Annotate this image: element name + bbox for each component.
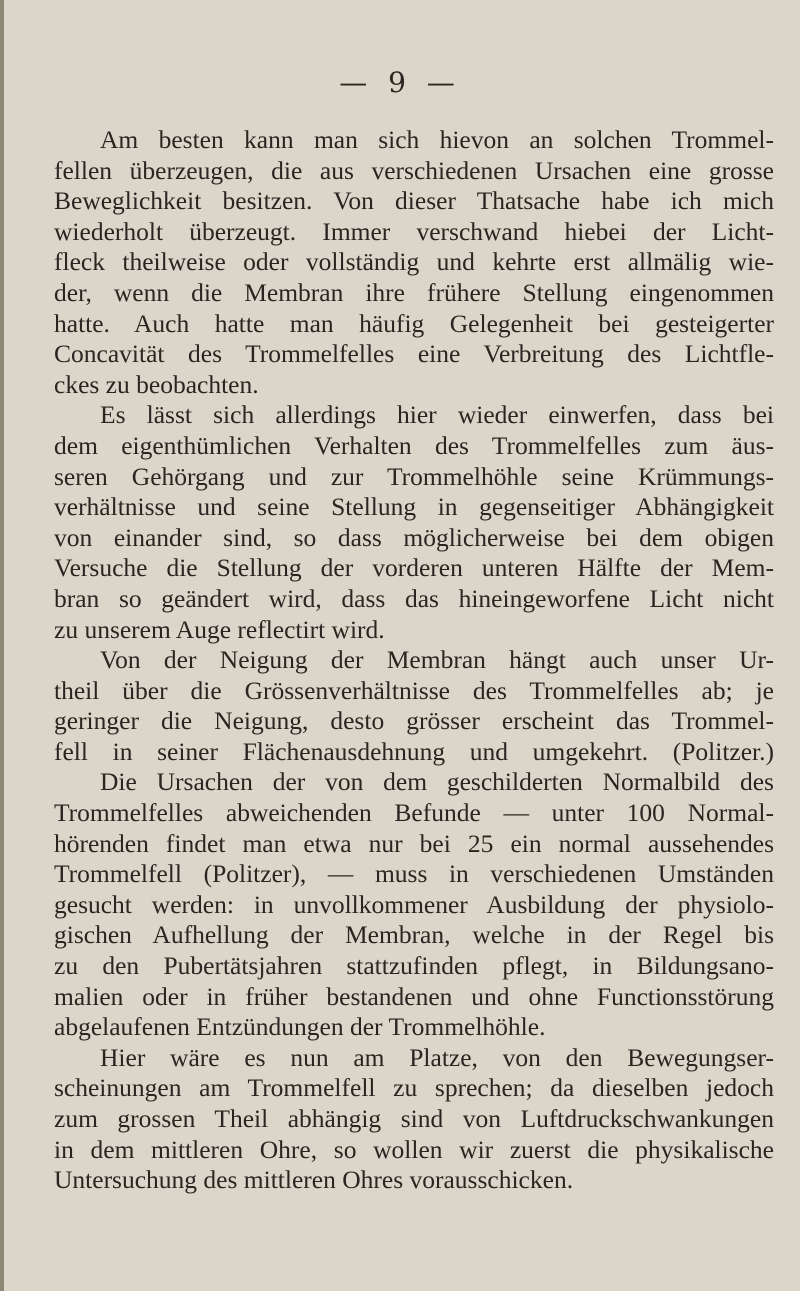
text-line: der, wenn die Membran ihre frühere Stellung eingenommen [54, 277, 774, 307]
text-line: wiederholt überzeugt. Immer verschwand hiebei der Licht- [54, 216, 774, 246]
text-line: fell in seiner Flächenausdehnung und umgekehrt. (Politzer.) [54, 736, 774, 766]
text-line: Von der Neigung der Membran hängt auch unser Ur- [100, 645, 774, 675]
text-line: Am besten kann man sich hievon an solchen Trommel- [100, 125, 774, 154]
page-number: — 9 — [339, 66, 461, 99]
text-line: abgelaufenen Entzündungen der Trommelhöhle. [54, 1012, 546, 1042]
text-line: gischen Aufhellung der Membran, welche in der Regel bis [54, 920, 774, 950]
text-line: hatte. Auch hatte man häufig Gelegenheit bei gesteigerter [54, 308, 774, 338]
text-line: seren Gehörgang und zur Trommelhöhle seine Krümmungs- [54, 461, 774, 491]
text-line: zu den Pubertätsjahren stattzufinden pflegt, in Bildungsano- [54, 951, 774, 981]
page-binding-edge [0, 0, 4, 1291]
text-line: scheinungen am Trommelfell zu sprechen; da dieselben jedoch [54, 1073, 774, 1103]
text-line: Beweglichkeit besitzen. Von dieser Thatsache habe ich mich [54, 186, 774, 216]
text-line: Concavität des Trommelfelles eine Verbreitung des Lichtfle- [54, 339, 774, 369]
text-line: hörenden findet man etwa nur bei 25 ein normal aussehendes [54, 828, 774, 858]
text-line: Trommelfell (Politzer), — muss in verschiedenen Umständen [54, 859, 774, 889]
text-line: dem eigenthümlichen Verhalten des Trommelfelles zum äus- [54, 430, 774, 460]
text-line: gesucht werden: in unvollkommener Ausbildung der physiolo- [54, 889, 774, 919]
text-line: von einander sind, so dass möglicherweise bei dem obigen [54, 522, 774, 552]
text-line: Untersuchung des mittleren Ohres vorausschicken. [54, 1165, 574, 1195]
text-line: verhältnisse und seine Stellung in gegenseitiger Abhängigkeit [54, 492, 774, 522]
text-line: fellen überzeugen, die aus verschiedenen Ursachen eine grosse [54, 155, 774, 185]
text-line: geringer die Neigung, desto grösser erscheint das Trommel- [54, 706, 774, 736]
text-line: zum grossen Theil abhängig sind von Luftdruckschwankungen [54, 1104, 774, 1133]
text-line: fleck theilweise oder vollständig und kehrte erst allmälig wie- [54, 247, 774, 277]
text-line: bran so geändert wird, dass das hineingeworfene Licht nicht [54, 583, 774, 613]
text-line: Die Ursachen der von dem geschilderten Normalbild des [100, 767, 774, 797]
text-line: Trommelfelles abweichenden Befunde — unter 100 Normal- [54, 798, 774, 828]
text-line: Versuche die Stellung der vorderen unteren Hälfte der Mem- [54, 553, 774, 583]
text-line: Es lässt sich allerdings hier wieder einwerfen, dass bei [100, 400, 774, 430]
text-line: theil über die Grössenverhältnisse des Trommelfelles ab; je [54, 675, 774, 705]
body-text [54, 125, 774, 1196]
text-line: ckes zu beobachten. [54, 369, 259, 399]
text-line: in dem mittleren Ohre, so wollen wir zuerst die physikalische [54, 1134, 774, 1164]
text-line: zu unserem Auge reflectirt wird. [54, 614, 385, 644]
text-line: Hier wäre es nun am Platze, von den Bewegungser- [100, 1042, 774, 1072]
text-line: malien oder in früher bestandenen und ohne Functionsstörung [54, 981, 774, 1011]
